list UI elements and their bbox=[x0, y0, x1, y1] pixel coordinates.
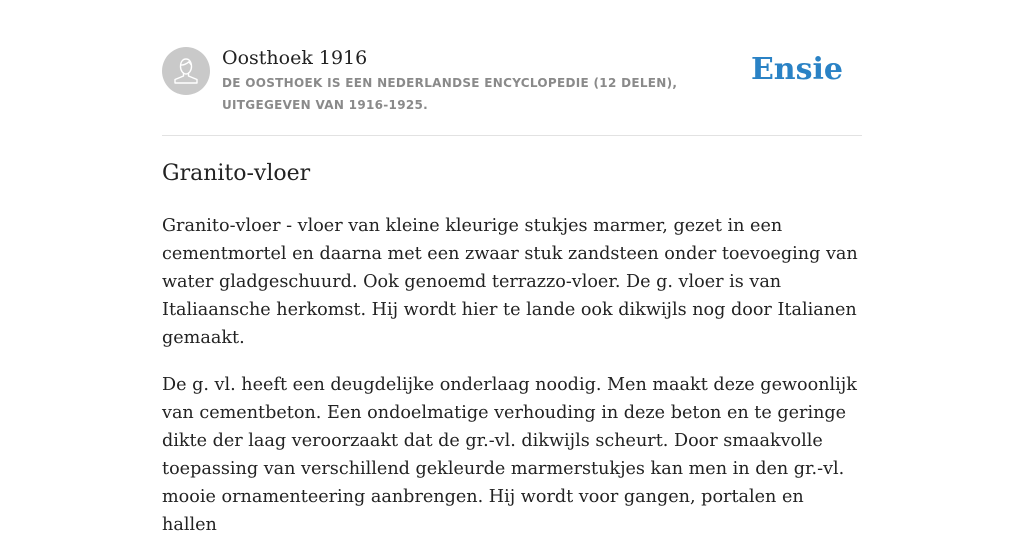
ensie-logo[interactable]: Ensie bbox=[750, 52, 843, 87]
article-title: Granito-vloer bbox=[162, 161, 311, 186]
source-header bbox=[162, 46, 862, 116]
source-name[interactable]: Oosthoek 1916 bbox=[222, 47, 368, 69]
article-body bbox=[162, 212, 862, 558]
user-icon bbox=[162, 47, 210, 95]
header-divider bbox=[162, 135, 862, 136]
source-avatar[interactable] bbox=[162, 47, 210, 95]
source-description: DE OOSTHOEK IS EEN NEDERLANDSE ENCYCLOPEDIE (12 DELEN), UITGEGEVEN VAN 1916-1925. bbox=[222, 76, 678, 112]
article-paragraph: Granito-vloer - vloer van kleine kleurige stukjes marmer, gezet in een cementmortel en daarna met een zwaar stuk zandsteen onder toevoeging van water gladgeschuurd. Ook genoemd terrazzo-vloer. De g. vloer is van Italiaansche herkomst. Hij wordt hier te lande ook dikwijls nog door Italianen gemaakt. bbox=[162, 216, 858, 348]
article-paragraph: De g. vl. heeft een deugdelijke onderlaag noodig. Men maakt deze gewoonlijk van cementbeton. Een ondoelmatige verhouding in deze beton en te geringe dikte der laag veroorzaakt dat de gr.-vl. dikwijls scheurt. Door smaakvolle toepassing van verschillend gekleurde marmerstukjes kan men in den gr.-vl. mooie ornamenteering aanbrengen. Hij wordt voor gangen, portalen en hallen bbox=[162, 375, 857, 535]
